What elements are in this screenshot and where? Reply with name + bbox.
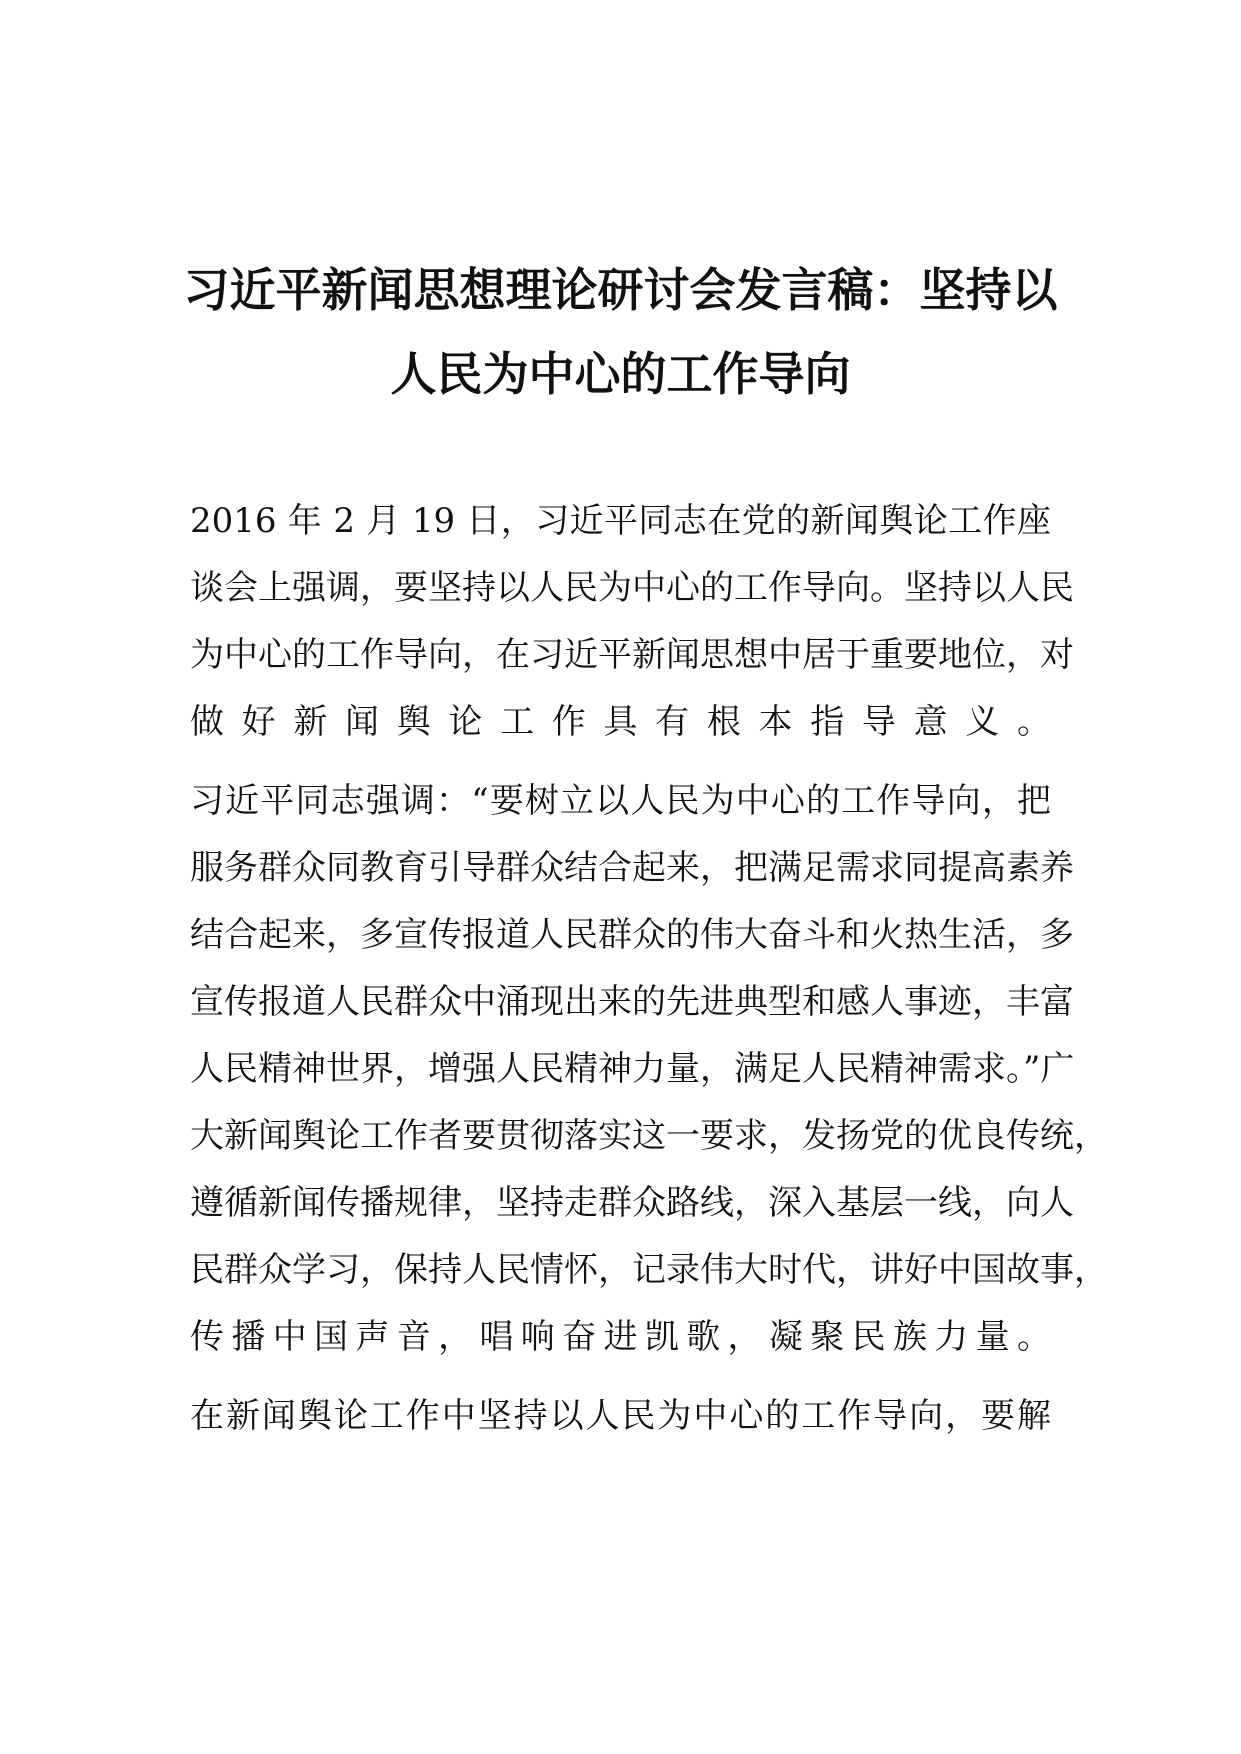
paragraph-line: 传播中国声音，唱响奋进凯歌，凝聚民族力量。 bbox=[190, 1317, 1051, 1357]
paragraph-line: 在新闻舆论工作中坚持以人民为中心的工作导向，要解 bbox=[190, 1396, 1051, 1436]
paragraph-2 bbox=[190, 768, 1108, 1371]
paragraph-line: 结合起来，多宣传报道人民群众的伟大奋斗和火热生活，多 bbox=[190, 915, 1074, 955]
paragraph-line: 服务群众同教育引导群众结合起来，把满足需求同提高素养 bbox=[190, 848, 1074, 888]
paragraph-line: 谈会上强调，要坚持以人民为中心的工作导向。坚持以人民 bbox=[190, 568, 1074, 608]
paragraph-line: 遵循新闻传播规律，坚持走群众路线，深入基层一线，向人 bbox=[190, 1183, 1074, 1223]
paragraph-line: 做好新闻舆论工作具有根本指导意义。 bbox=[190, 702, 1051, 742]
paragraph-1 bbox=[190, 488, 1074, 756]
paragraph-line: 大新闻舆论工作者要贯彻落实这一要求，发扬党的优良传统， bbox=[190, 1116, 1108, 1156]
paragraph-line: 民群众学习，保持人民情怀，记录伟大时代，讲好中国故事， bbox=[190, 1250, 1108, 1290]
paragraph-line: 宣传报道人民群众中涌现出来的先进典型和感人事迹，丰富 bbox=[190, 982, 1074, 1022]
paragraph-line: 为中心的工作导向，在习近平新闻思想中居于重要地位，对 bbox=[190, 635, 1074, 675]
title-line-1: 习近平新闻思想理论研讨会发言稿：坚持以 bbox=[183, 263, 1058, 317]
paragraph-line: 2016 年 2 月 19 日，习近平同志在党的新闻舆论工作座 bbox=[190, 501, 1051, 541]
paragraph-line: 习近平同志强调：“要树立以人民为中心的工作导向，把 bbox=[190, 781, 1051, 821]
document-body bbox=[190, 488, 1108, 1450]
title-line-2: 人民为中心的工作导向 bbox=[390, 347, 851, 401]
paragraph-line: 人民精神世界，增强人民精神力量，满足人民精神需求。”广 bbox=[190, 1049, 1075, 1089]
document-title bbox=[160, 248, 1081, 416]
paragraph-3 bbox=[190, 1383, 1051, 1450]
